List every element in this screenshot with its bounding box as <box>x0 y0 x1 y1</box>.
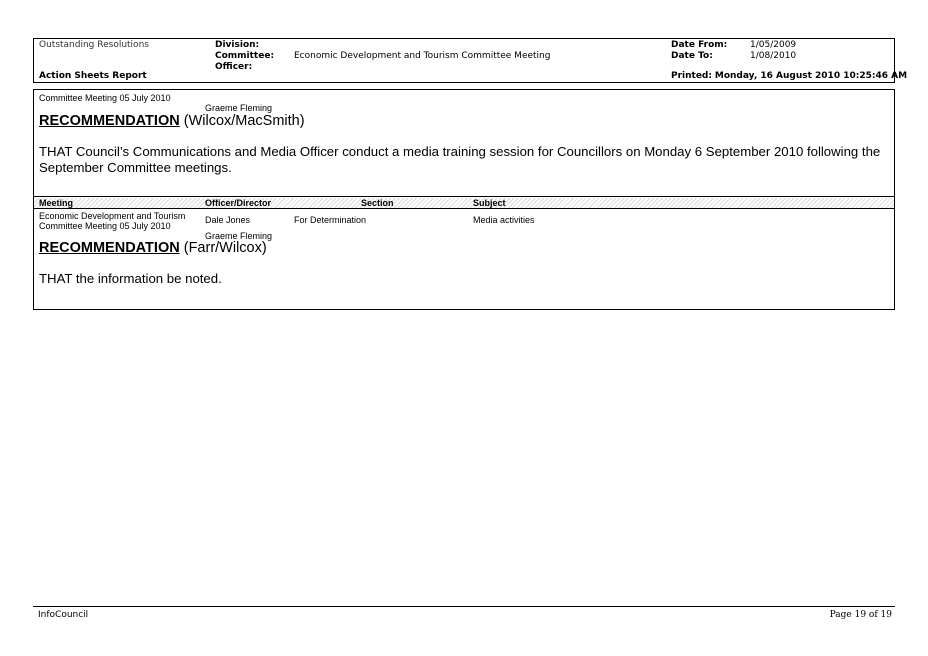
item2-recommendation-heading <box>39 240 267 257</box>
item2-recommendation-movers: (Farr/Wilcox) <box>183 240 267 256</box>
item2-meeting-line1: Economic Development and Tourism <box>39 211 186 221</box>
column-header-band <box>34 198 894 208</box>
item1-recommendation-heading <box>39 113 305 130</box>
item2-resolution-text: THAT the information be noted. <box>39 271 222 286</box>
item2-recommendation-label: RECOMMENDATION <box>39 240 180 256</box>
item2-section: For Determination <box>294 215 367 225</box>
column-section: Section <box>361 198 394 208</box>
printed-line <box>671 71 907 82</box>
item2-director: Graeme Fleming <box>205 231 273 241</box>
report-body <box>33 89 895 310</box>
footer-page-number: Page 19 of 19 <box>829 610 892 620</box>
column-subject: Subject <box>473 198 506 208</box>
column-officer: Officer/Director <box>205 198 272 208</box>
printed-value: Monday, 16 August 2010 10:25:46 AM <box>714 71 908 81</box>
column-meeting: Meeting <box>39 198 74 208</box>
item1-meeting: Committee Meeting 05 July 2010 <box>39 93 171 103</box>
date-to-label: Date To: <box>671 51 713 61</box>
footer-app-name: InfoCouncil <box>38 610 89 620</box>
table-rule-bottom <box>34 208 894 209</box>
date-from-label: Date From: <box>671 40 728 50</box>
table-rule-top <box>34 196 894 197</box>
printed-label: Printed: <box>671 71 712 81</box>
committee-label: Committee: <box>215 51 275 61</box>
item1-officer: Graeme Fleming <box>205 103 273 113</box>
report-type: Outstanding Resolutions <box>39 40 149 50</box>
item1-resolution-text: THAT Council’s Communications and Media Officer conduct a media training session for Councillors on Monday 6 September 2010 following the September Committee meetings. <box>39 144 881 175</box>
item2-subject: Media activities <box>473 215 535 225</box>
date-to-value: 1/08/2010 <box>750 51 797 61</box>
date-from-value: 1/05/2009 <box>750 40 797 50</box>
item2-officer: Dale Jones <box>205 215 251 225</box>
item1-recommendation-label: RECOMMENDATION <box>39 113 180 129</box>
report-header <box>33 38 908 83</box>
officer-label: Officer: <box>215 62 253 72</box>
item2-meeting-line2: Committee Meeting 05 July 2010 <box>39 221 171 231</box>
footer-rule <box>33 606 895 607</box>
item1-recommendation-movers: (Wilcox/MacSmith) <box>183 113 305 129</box>
report-title: Action Sheets Report <box>39 71 147 81</box>
division-label: Division: <box>215 40 260 50</box>
committee-value: Economic Development and Tourism Committee Meeting <box>294 51 551 61</box>
